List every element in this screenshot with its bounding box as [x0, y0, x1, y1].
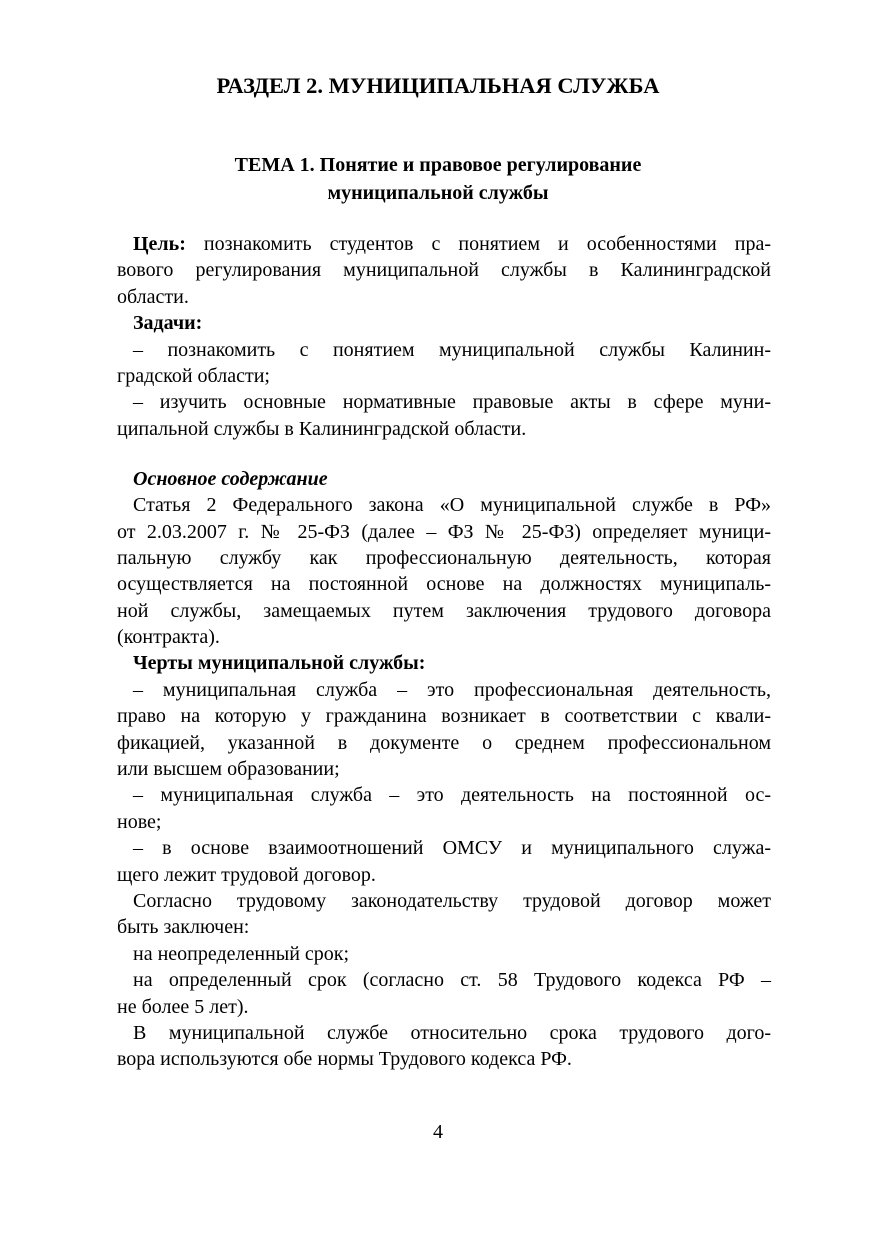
paragraph	[117, 231, 771, 310]
text-line: вора используются обе нормы Трудового кодекса РФ.	[117, 1048, 572, 1071]
theme-title	[0, 151, 876, 207]
text-line: пальную службу как профессиональную деятельность, которая	[117, 546, 771, 569]
page-number: 4	[433, 1121, 443, 1143]
text-line: (контракта).	[117, 626, 220, 649]
spacer	[117, 442, 771, 466]
text-line: ципальной службы в Калининградской области.	[117, 417, 527, 440]
paragraph	[117, 835, 771, 888]
text-line: – изучить основные нормативные правовые акты в сфере муни-	[133, 391, 771, 414]
paragraph	[117, 337, 771, 390]
document-body	[117, 231, 771, 1073]
paragraph	[117, 967, 771, 1020]
label-bold: Цель:	[133, 233, 186, 255]
section-title: РАЗДЕЛ 2. МУНИЦИПАЛЬНАЯ СЛУЖБА	[216, 73, 660, 98]
text-line: Черты муниципальной службы:	[133, 652, 426, 675]
theme-title-line: ТЕМА 1. Понятие и правовое регулирование	[234, 154, 642, 176]
text-line: вового регулирования муниципальной службы в Калининградской	[117, 259, 771, 282]
theme-title-line: муниципальной службы	[327, 182, 549, 204]
heading	[117, 650, 771, 676]
heading	[117, 310, 771, 336]
text-line: на определенный срок (согласно ст. 58 Трудового кодекса РФ –	[133, 969, 771, 992]
text-line: щего лежит трудовой договор.	[117, 863, 376, 886]
paragraph	[117, 492, 771, 650]
paragraph	[117, 888, 771, 941]
paragraph	[117, 389, 771, 442]
text-line: Согласно трудовому законодательству трудовой договор может	[133, 889, 771, 912]
text-line: градской области;	[117, 364, 270, 387]
text-line: от 2.03.2007 г. № 25-ФЗ (далее – ФЗ № 25-ФЗ) определяет муници-	[117, 520, 771, 543]
heading	[117, 466, 771, 492]
text-line: Задачи:	[133, 312, 203, 335]
text-line: нове;	[117, 810, 162, 833]
text-line: фикацией, указанной в документе о среднем профессиональном	[117, 731, 771, 754]
text-line: не более 5 лет).	[117, 995, 249, 1018]
text-line: осуществляется на постоянной основе на должностях муниципаль-	[117, 573, 771, 596]
text-line: или высшем образовании;	[117, 758, 340, 781]
text-line: на неопределенный срок;	[133, 942, 350, 965]
text-line: – в основе взаимоотношений ОМСУ и муниципального служа-	[133, 837, 771, 860]
text-line: право на которую у гражданина возникает в соответствии с квали-	[117, 705, 771, 728]
text-line: ной службы, замещаемых путем заключения трудового договора	[117, 599, 771, 622]
text-line: В муниципальной службе относительно срока трудового дого-	[133, 1021, 771, 1044]
text-line: – муниципальная служба – это профессиональная деятельность,	[133, 678, 771, 701]
text-line: Основное содержание	[133, 467, 328, 490]
text-line: быть заключен:	[117, 916, 250, 939]
text-line: – муниципальная служба – это деятельность на постоянной ос-	[133, 784, 771, 807]
text-line: Статья 2 Федерального закона «О муниципальной службе в РФ»	[133, 494, 771, 517]
paragraph	[117, 677, 771, 783]
paragraph	[117, 941, 771, 967]
paragraph	[117, 1020, 771, 1073]
text-line: Цель: познакомить студентов с понятием и особенностями пра-	[133, 233, 771, 255]
text-line: – познакомить с понятием муниципальной службы Калинин-	[133, 338, 771, 361]
paragraph	[117, 782, 771, 835]
text-line: области.	[117, 285, 189, 308]
